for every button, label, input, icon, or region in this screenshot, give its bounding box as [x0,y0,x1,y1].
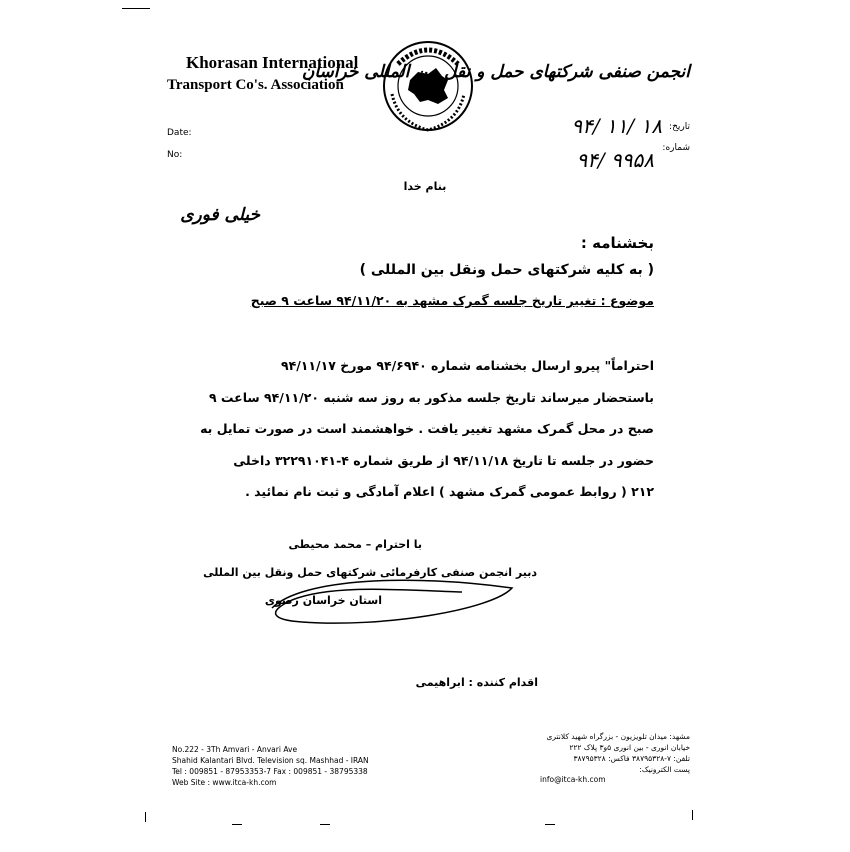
footer-en-line: No.222 - 3Th Amvari - Anvari Ave [172,745,298,754]
body-paragraph [194,350,654,508]
scan-mark-right [692,810,693,820]
closing: با احترام – محمد محیطی [288,538,422,551]
footer-fa-line: مشهد: میدان تلویزیون - بزرگراه شهید کلانتری [546,732,690,741]
scan-mark-left [145,812,146,822]
body-line: احتراماً" پیرو ارسال بخشنامه شماره ۹۴/۶۹۴۰ مورخ ۹۴/۱۱/۱۷ [280,358,654,373]
footer-address-en [172,744,369,788]
scan-mark-bottom [545,824,555,825]
body-line: باستحضار میرساند تاریخ جلسه مذکور به روز سه شنبه ۹۴/۱۱/۲۰ ساعت ۹ [208,389,654,405]
handwritten-date: ۹۴/ ۱۱/ ۱۸ [571,114,662,138]
signer-title-line2: استان خراسان رضوی [264,594,382,607]
footer-en-line: Tel : 009851 - 87953353-7 Fax : 009851 - 38795338 [172,767,368,776]
org-name-fa: انجمن صنفی شرکتهای حمل و نقل بین المللی خراسان [301,62,690,82]
urgent-note: خیلی فوری [180,205,260,225]
handwritten-signature [262,570,522,630]
signer-title-line1: دبیر انجمن صنفی کارفرمائی شرکتهای حمل ونقل بین المللی [203,566,537,579]
body-line: ۲۱۲ ( روابط عمومی گمرک مشهد ) اعلام آمادگی و ثبت نام نمائید . [245,484,654,499]
scan-mark-bottom [320,824,330,825]
org-name-en-line2: Transport Co's. Association [167,77,344,93]
date-label-fa: تاریخ: [669,122,690,132]
scan-mark-bottom [232,824,242,825]
addressee: ( به کلیه شرکتهای حمل ونقل بین المللی ) [359,262,654,278]
date-label-en: Date: [167,128,192,138]
body-line: صبح در محل گمرک مشهد تغییر یافت . خواهشمند است در صورت تمایل به [200,421,654,436]
number-label-en: No: [167,150,183,160]
org-name-en-line1: Khorasan International [186,53,359,72]
circular-label: بخشنامه : [580,234,654,252]
handwritten-number: ۹۴/ ۹۹۵۸ [576,148,654,172]
footer-fa-line: خیابان انوری - بین انوری ۵و۳ پلاک ۲۲۲ [569,743,690,752]
action-by: اقدام کننده : ابراهیمی [415,676,538,689]
association-seal-logo [378,34,478,134]
subject-line: موضوع : تغییر تاریخ جلسه گمرک مشهد به ۹۴/۱۱/۲۰ ساعت ۹ صبح [250,293,654,308]
footer-email: info@itca-kh.com [540,775,606,784]
footer-en-line: Shahid Kalantari Blvd. Television sq. Mashhad - IRAN [172,756,369,765]
footer-en-line: Web Site : www.itca-kh.com [172,778,277,787]
invocation: بنام خدا [403,180,447,193]
footer-address-fa [546,731,690,775]
number-label-fa: شماره: [662,143,690,153]
footer-fa-line: تلفن: ۷-۳۸۷۹۵۳۲۸ فاکس: ۳۸۷۹۵۳۲۸ [573,754,690,763]
scan-mark-top [122,8,150,9]
body-line: حضور در جلسه تا تاریخ ۹۴/۱۱/۱۸ از طریق شماره ۴-۳۲۲۹۱۰۴۱ داخلی [233,452,654,468]
footer-fa-line: پست الکترونیک: [639,765,690,774]
